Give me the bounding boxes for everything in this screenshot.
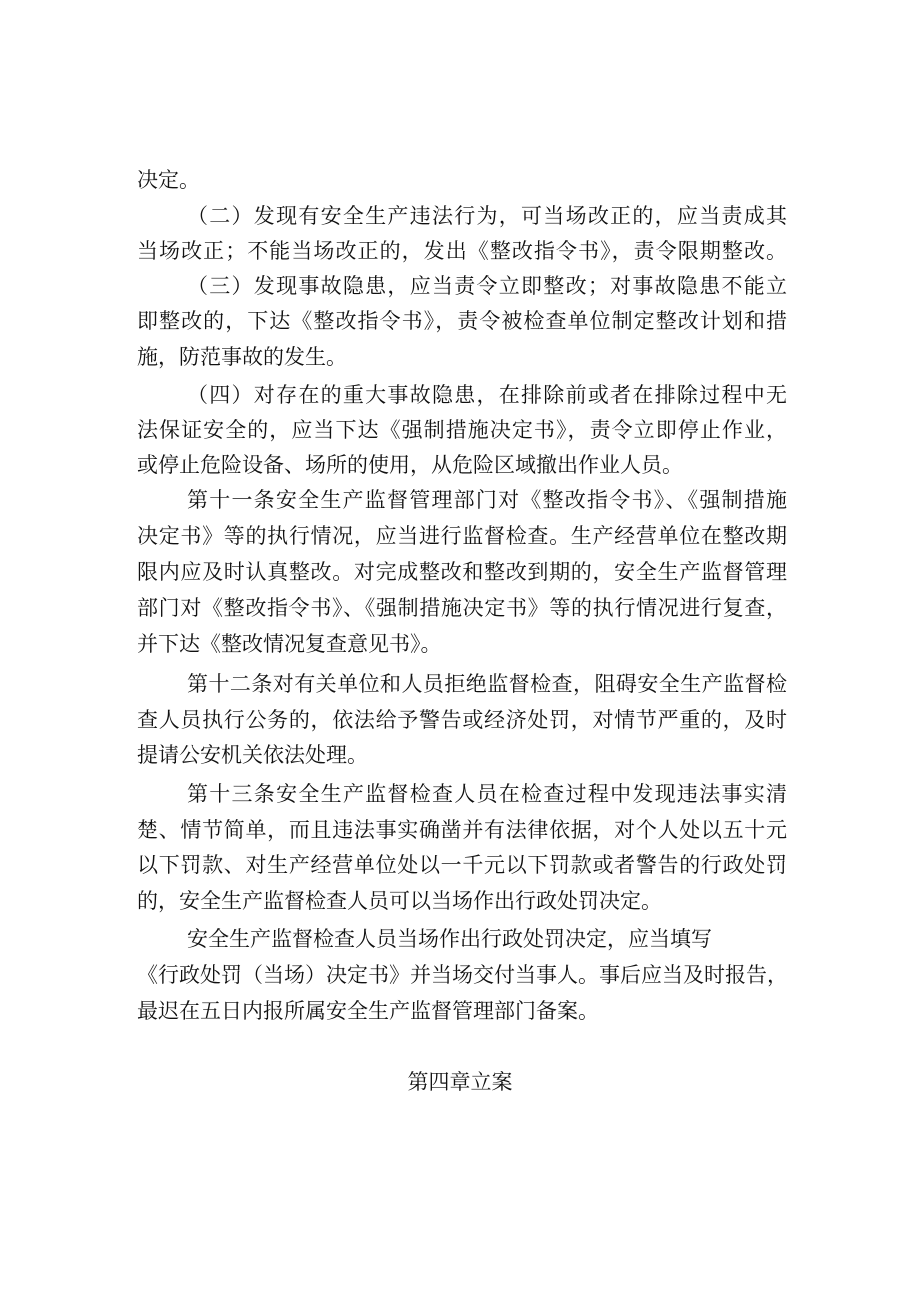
paragraph-line: 第十二条对有关单位和人员拒绝监督检查，阻碍安全生产监督检: [187, 672, 787, 696]
paragraph-line: 安全生产监督检查人员当场作出行政处罚决定，应当填写: [187, 927, 712, 951]
paragraph-line: 部门对《整改指令书》、《强制措施决定书》等的执行情况进行复查，: [137, 596, 787, 620]
paragraph-line: 《行政处罚（当场）决定书》并当场交付当事人。事后应当及时报告，: [137, 963, 788, 987]
chapter-title: 第四章立案: [407, 1070, 513, 1094]
paragraph-line: 或停止危险设备、场所的使用，从危险区域撤出作业人员。: [137, 453, 683, 477]
paragraph-line: 第十一条安全生产监督管理部门对《整改指令书》、《强制措施: [187, 488, 787, 512]
paragraph-line: 查人员执行公务的，依法给予警告或经济处罚，对情节严重的，及时: [137, 708, 787, 732]
paragraph-line: 当场改正；不能当场改正的，发出《整改指令书》，责令限期整改。: [137, 239, 787, 263]
paragraph-line: 施，防范事故的发生。: [137, 345, 347, 369]
paragraph-line: 决定。: [137, 168, 200, 192]
paragraph-line: 楚、情节简单，而且违法事实确凿并有法律依据，对个人处以五十元: [137, 818, 787, 842]
paragraph-line: 以下罚款、对生产经营单位处以一千元以下罚款或者警告的行政处罚: [137, 853, 787, 877]
paragraph-line: 提请公安机关依法处理。: [137, 743, 368, 767]
paragraph-line: 决定书》等的执行情况，应当进行监督检查。生产经营单位在整改期: [137, 524, 787, 548]
paragraph-line: （四）对存在的重大事故隐患，在排除前或者在排除过程中无: [187, 383, 787, 407]
paragraph-line: 即整改的，下达《整改指令书》，责令被检查单位制定整改计划和措: [137, 309, 787, 333]
paragraph-line: 并下达《整改情况复查意见书》。: [137, 632, 442, 656]
paragraph-line: 第十三条安全生产监督检查人员在检查过程中发现违法事实清: [187, 782, 787, 806]
paragraph-line: 的，安全生产监督检查人员可以当场作出行政处罚决定。: [137, 889, 662, 913]
paragraph-line: 最迟在五日内报所属安全生产监督管理部门备案。: [137, 999, 599, 1023]
paragraph-line: （二）发现有安全生产违法行为，可当场改正的，应当责成其: [187, 204, 787, 228]
paragraph-line: 法保证安全的，应当下达《强制措施决定书》，责令立即停止作业，: [137, 418, 787, 442]
paragraph-line: （三）发现事故隐患，应当责令立即整改；对事故隐患不能立: [187, 274, 787, 298]
paragraph-line: 限内应及时认真整改。对完成整改和整改到期的，安全生产监督管理: [137, 560, 787, 584]
